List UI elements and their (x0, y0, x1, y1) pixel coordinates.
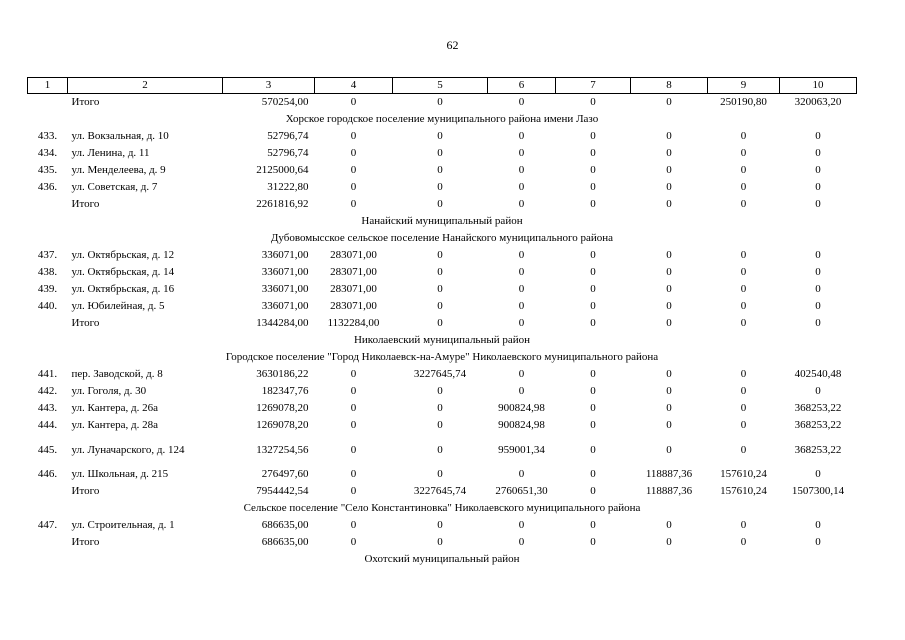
table-cell: 1132284,00 (327, 317, 380, 329)
table-cell: 0 (666, 419, 672, 431)
table-cell: 437. (37, 249, 58, 261)
table-row (28, 466, 857, 483)
table-cell: 0 (666, 283, 672, 295)
table-cell: 0 (666, 519, 672, 531)
table-cell: 0 (815, 283, 821, 295)
header-cell: 10 (780, 78, 857, 94)
section-heading-row (28, 500, 857, 517)
table-cell: 0 (590, 198, 596, 210)
page-number: 62 (446, 38, 459, 52)
table-cell: 0 (437, 130, 443, 142)
table-cell: 0 (350, 485, 357, 497)
table-cell: 0 (350, 419, 357, 431)
header-cell: 8 (631, 78, 708, 94)
table-cell: ул. Юбилейная, д. 5 (71, 300, 165, 312)
table-cell: Итого (71, 96, 100, 108)
table-cell: пер. Заводской, д. 8 (71, 368, 163, 380)
table-cell: 0 (590, 368, 596, 380)
table-row (28, 517, 857, 534)
table-cell: 0 (518, 536, 525, 548)
table-cell: 441. (37, 368, 58, 380)
table-cell: 0 (590, 249, 596, 261)
table-cell: 0 (437, 300, 443, 312)
table-cell: 0 (815, 385, 821, 397)
table-cell: 283071,00 (330, 266, 377, 278)
table-cell: 368253,22 (794, 419, 842, 431)
table-cell: 0 (350, 164, 357, 176)
table-cell: 0 (518, 300, 525, 312)
table-row (28, 162, 857, 179)
table-cell: 0 (815, 198, 821, 210)
total-row (28, 94, 857, 112)
table-cell: 0 (518, 368, 525, 380)
table-cell: 0 (350, 147, 357, 159)
table-cell: 0 (815, 164, 821, 176)
table-cell: 0 (590, 385, 596, 397)
table-cell: 0 (666, 317, 672, 329)
table-cell: 368253,22 (794, 402, 842, 414)
table-cell: 0 (666, 198, 672, 210)
table-row (28, 400, 857, 417)
table-cell (28, 94, 68, 112)
table-cell: 0 (666, 249, 672, 261)
table-cell: 0 (740, 317, 747, 329)
table-cell: 52796,74 (267, 130, 309, 142)
table-cell: 0 (590, 181, 596, 193)
table-cell: 0 (437, 164, 443, 176)
table-cell: 0 (437, 249, 443, 261)
table-cell: 336071,00 (261, 266, 309, 278)
table-cell: 0 (590, 164, 596, 176)
table-cell: 3227645,74 (413, 485, 467, 497)
table-cell: 0 (350, 198, 357, 210)
section-heading-row (28, 230, 857, 247)
table-cell: 0 (666, 300, 672, 312)
table-cell: ул. Кантера, д. 26а (71, 402, 159, 414)
total-row (28, 315, 857, 332)
table-row (28, 247, 857, 264)
table-cell: 0 (740, 283, 747, 295)
table-cell: 0 (590, 444, 596, 456)
table-cell: 0 (437, 96, 443, 108)
table-cell: 157610,24 (720, 468, 767, 480)
table-cell: 0 (666, 164, 672, 176)
table-cell: 0 (740, 519, 747, 531)
table-cell: 0 (666, 536, 672, 548)
table-cell: 0 (815, 147, 821, 159)
table-cell: 0 (350, 96, 357, 108)
section-heading-row (28, 213, 857, 230)
table-cell: 0 (815, 181, 821, 193)
header-cell: 5 (393, 78, 488, 94)
table-cell: 1344284,00 (256, 317, 309, 329)
table-cell: 1507300,14 (791, 485, 845, 497)
table-cell: 0 (666, 181, 672, 193)
table-cell: ул. Советская, д. 7 (71, 181, 158, 193)
table-cell: 0 (437, 402, 443, 414)
table-cell: 442. (37, 385, 58, 397)
table-cell (28, 315, 68, 332)
table-cell: 433. (37, 130, 58, 142)
table-cell: 0 (518, 385, 525, 397)
table-cell: 283071,00 (330, 249, 377, 261)
table-cell: 182347,76 (261, 385, 309, 397)
table-row (28, 264, 857, 281)
table-cell: 443. (37, 402, 58, 414)
table-row (28, 128, 857, 145)
table-cell: 336071,00 (261, 300, 309, 312)
table-cell: 0 (740, 385, 747, 397)
table-cell: 3227645,74 (413, 368, 467, 380)
table-row (28, 383, 857, 400)
table-cell: 447. (37, 519, 58, 531)
table-cell: 0 (437, 266, 443, 278)
table-cell: 0 (590, 130, 596, 142)
table-cell: 0 (740, 444, 747, 456)
table-cell: 336071,00 (261, 283, 309, 295)
table-cell: 570254,00 (261, 96, 309, 108)
table-cell: 0 (740, 181, 747, 193)
table-cell: 0 (815, 300, 821, 312)
table-cell: 0 (815, 130, 821, 142)
table-cell: 0 (437, 444, 443, 456)
table-cell: 0 (437, 468, 443, 480)
data-table (27, 77, 857, 568)
table-cell: 0 (740, 147, 747, 159)
table-cell: 444. (37, 419, 58, 431)
table-cell: 0 (740, 368, 747, 380)
table-cell: 118887,36 (645, 485, 693, 497)
table-cell: 118887,36 (645, 468, 693, 480)
table-cell: 0 (518, 130, 525, 142)
table-cell: 0 (666, 96, 672, 108)
table-cell (28, 196, 68, 213)
table-cell: 446. (37, 468, 58, 480)
table-cell: ул. Кантера, д. 28а (71, 419, 159, 431)
table-cell: 0 (518, 147, 525, 159)
table-cell: 0 (350, 181, 357, 193)
table-cell: 0 (590, 96, 596, 108)
table-cell: 0 (518, 96, 525, 108)
header-cell: 2 (68, 78, 223, 94)
table-cell: 435. (37, 164, 58, 176)
table-cell: 0 (590, 468, 596, 480)
section-title: Сельское поселение "Село Константиновка" Николаевского муниципального района (243, 502, 641, 514)
table-cell: 0 (815, 249, 821, 261)
table-cell: 0 (815, 536, 821, 548)
table-cell: 7954442,54 (256, 485, 309, 497)
table-body (28, 78, 857, 569)
table-cell: ул. Строительная, д. 1 (71, 519, 175, 531)
table-row (28, 417, 857, 434)
table-cell: 0 (666, 147, 672, 159)
table-cell: ул. Гоголя, д. 30 (71, 385, 147, 397)
table-row (28, 179, 857, 196)
table-cell: 0 (518, 519, 525, 531)
table-cell: ул. Октябрьская, д. 16 (71, 283, 175, 295)
table-cell: ул. Луначарского, д. 124 (71, 443, 185, 456)
section-title: Нанайский муниципальный район (361, 215, 523, 227)
total-row (28, 196, 857, 213)
table-cell: 0 (666, 130, 672, 142)
table-cell: 0 (350, 468, 357, 480)
table-cell: 283071,00 (330, 283, 377, 295)
table-cell: 0 (590, 485, 596, 497)
table-cell: 0 (437, 385, 443, 397)
table-cell: ул. Менделеева, д. 9 (71, 164, 166, 176)
table-cell: 0 (518, 249, 525, 261)
total-row (28, 534, 857, 551)
table-cell: 0 (666, 444, 672, 456)
table-cell (28, 534, 68, 551)
table-cell: 0 (666, 266, 672, 278)
table-cell: 1327254,56 (256, 444, 309, 456)
table-cell (28, 483, 68, 500)
table-cell: 0 (350, 385, 357, 397)
table-cell: 283071,00 (330, 300, 377, 312)
table-cell: 0 (590, 300, 596, 312)
table-cell: 900824,98 (498, 419, 545, 431)
table-cell: Итого (71, 317, 100, 329)
table-cell: 0 (518, 198, 525, 210)
section-title: Николаевский муниципальный район (353, 334, 531, 346)
table-cell: 0 (740, 419, 747, 431)
table-cell: Итого (71, 536, 100, 548)
table-cell: 434. (37, 147, 58, 159)
table-cell: 439. (37, 283, 58, 295)
table-row (28, 145, 857, 162)
table-row (28, 366, 857, 383)
header-row (28, 78, 857, 94)
table-cell: 0 (740, 198, 747, 210)
table-cell: 0 (518, 181, 525, 193)
table-cell: 2125000,64 (256, 164, 309, 176)
table-cell: 0 (518, 468, 525, 480)
table-cell: 0 (518, 283, 525, 295)
table-cell: 0 (437, 317, 443, 329)
table-row (28, 281, 857, 298)
table-cell: 0 (740, 536, 747, 548)
table-cell: 402540,48 (794, 368, 842, 380)
table-cell: 3630186,22 (256, 368, 309, 380)
table-cell: 31222,80 (267, 181, 309, 193)
table-cell: 0 (590, 317, 596, 329)
table-cell: 0 (437, 519, 443, 531)
table-cell: ул. Вокзальная, д. 10 (71, 130, 169, 142)
section-heading-row (28, 111, 857, 128)
header-cell: 6 (488, 78, 556, 94)
section-heading-row (28, 551, 857, 568)
table-cell: 436. (37, 181, 58, 193)
table-cell: 0 (740, 249, 747, 261)
table-cell: 0 (437, 147, 443, 159)
table-cell: 0 (590, 147, 596, 159)
header-cell: 4 (315, 78, 393, 94)
header-cell: 3 (223, 78, 315, 94)
table-cell: 0 (518, 266, 525, 278)
table-cell: 2261816,92 (256, 198, 309, 210)
table-cell: 0 (590, 402, 596, 414)
table-cell: 157610,24 (720, 485, 767, 497)
header-cell: 7 (556, 78, 631, 94)
table-cell: 52796,74 (267, 147, 309, 159)
table-cell: 0 (740, 130, 747, 142)
table-cell: 0 (437, 283, 443, 295)
table-cell: 0 (740, 402, 747, 414)
table-cell: 959001,34 (498, 444, 545, 456)
table-cell: 0 (815, 266, 821, 278)
table-cell: 368253,22 (794, 444, 842, 456)
table-row (28, 434, 857, 466)
table-cell: 2760651,30 (495, 485, 548, 497)
table-cell: 0 (437, 536, 443, 548)
table-cell: 0 (518, 164, 525, 176)
section-title: Хорское городское поселение муниципального района имени Лазо (285, 113, 599, 125)
table-cell: 0 (590, 536, 596, 548)
table-cell: 0 (437, 181, 443, 193)
table-cell: 0 (518, 317, 525, 329)
table-cell: 1269078,20 (256, 419, 309, 431)
table-cell: 0 (590, 283, 596, 295)
table-row (28, 298, 857, 315)
table-cell: 0 (666, 402, 672, 414)
table-cell: 0 (815, 317, 821, 329)
table-cell: 0 (437, 419, 443, 431)
header-cell: 9 (708, 78, 780, 94)
table-cell: 438. (37, 266, 58, 278)
section-title: Городское поселение "Город Николаевск-на-Амуре" Николаевского муниципального района (225, 351, 659, 363)
table-cell: 0 (350, 130, 357, 142)
table-cell: 0 (740, 266, 747, 278)
table-cell: 900824,98 (498, 402, 545, 414)
table-cell: 440. (37, 300, 58, 312)
table-cell: 0 (350, 536, 357, 548)
table-cell: 0 (815, 519, 821, 531)
section-title: Охотский муниципальный район (364, 553, 520, 565)
table-cell: 250190,80 (720, 96, 767, 108)
table-cell: 336071,00 (261, 249, 309, 261)
table-cell: 0 (350, 402, 357, 414)
table-cell: 320063,20 (794, 96, 842, 108)
table-cell: ул. Октябрьская, д. 12 (71, 249, 175, 261)
table-cell: 0 (590, 519, 596, 531)
table-cell: 0 (666, 385, 672, 397)
table-cell: 0 (815, 468, 821, 480)
table-cell: 0 (437, 198, 443, 210)
table-cell: Итого (71, 485, 100, 497)
table-cell: 0 (740, 300, 747, 312)
table-cell: ул. Октябрьская, д. 14 (71, 266, 175, 278)
section-heading-row (28, 349, 857, 366)
table-cell: 0 (740, 164, 747, 176)
section-heading-row (28, 332, 857, 349)
table-cell: 1269078,20 (256, 402, 309, 414)
table-cell: ул. Школьная, д. 215 (71, 468, 169, 480)
table-cell: 0 (590, 419, 596, 431)
table-cell: Итого (71, 198, 100, 210)
table-cell: 0 (350, 519, 357, 531)
table-cell: 276497,60 (261, 468, 309, 480)
table-cell: 0 (350, 368, 357, 380)
table-cell: ул. Ленина, д. 11 (71, 147, 150, 159)
table-cell: 0 (350, 444, 357, 456)
table-cell: 686635,00 (261, 519, 309, 531)
table-cell: 0 (590, 266, 596, 278)
table-cell: 0 (666, 368, 672, 380)
header-cell: 1 (28, 78, 68, 94)
table-cell: 445. (37, 444, 58, 456)
section-title: Дубовомысское сельское поселение Нанайского муниципального района (270, 232, 614, 244)
table-cell: 686635,00 (261, 536, 309, 548)
total-row (28, 483, 857, 500)
